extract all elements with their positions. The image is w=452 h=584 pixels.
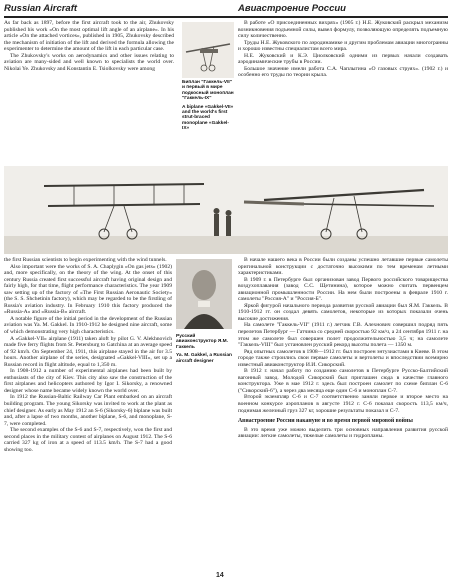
paragraph: Второй экземпляр С-6 и С-7 соответственно заняли первое и второе место на военном конкурсе аэропланов в августе 1912 г. С-6 показал скорость 113,5 км/ч, поднимая железный груз 327 кг, хорошие результаты показал и С-7. (238, 394, 448, 414)
paragraph: Яркой фигурой начального периода развития русской авиации был Я.М. Гаккель. В 1910-1912 гг. он создал девять самолетов, некоторые из которых показали очень высокие достижения. (238, 302, 448, 322)
left-column-top (4, 20, 174, 162)
paragraph: As far back as 1897, before the first aircraft took to the air, Zhukovsky published his work «On the most optimal lift angle of an airplane». In his article «On the attached vortices», published in 1905, Zhukovsky described the mechanism of initiation of the lift and derived the formula allowing the experimenter to determine the amount of the lift in each particular case. (4, 20, 174, 53)
caption-russian: Биплан "Гаккель-VII" и первый в мире подкосный моноплан "Гаккель-IX" (182, 80, 234, 102)
paragraph: the first Russian scientists to begin experimenting with the wind tunnels. (4, 257, 167, 263)
right-column-top (238, 20, 448, 162)
paragraph: In 1912 the Russian-Baltic Railway Car Plant embarked on an aircraft building program. The young Sikorsky was invited to work at the plant as chief designer. As early as May 1912 an S-6 (Sikorsky-6) biplane was built and, after a lapse of two months, another biplane, S-6, and monoplane, S-7, were completed. (4, 394, 172, 427)
paragraph: В начале нашего века в России были созданы успешно летавшие первые самолеты оригинальной конструкции с достаточно высокими по тем временам летными характеристиками. (238, 257, 448, 277)
paragraph: A «Gakkel-VII» airplane (1911) taken aloft by pilot G. V. Alekhnovich made five ferry flights from St. Petersburg to Gatchina at an average speed of 92 km/h. On September 24, 1911, this airplane stayed in the air for 3.5 hours. Another airplane of the series, designated «Gakkel-VIII», set up a Russian record in flight altitude, equal to 1,350 m. (4, 335, 172, 368)
paragraph: В работе «О присоединенных вихрях» (1905 г.) Н.Е. Жуковский раскрыл механизм возникновения подъемной силы, вывел формулу, позволяющую определять подъемную силу количественно. (238, 20, 448, 40)
paragraph: Труды Н.Е. Жуковского по аэродинамике и другим проблемам авиации многогранны и хорошо известны специалистам всего мира. (238, 39, 448, 53)
paragraph: The second examples of the S-6 and S-7, respectively, won the first and second places in the military contest of airplanes on August 1912. The S-6 carried 327 kg of iron at a speed of 113.5 km/h. The S-7 had a good showing too. (4, 427, 172, 453)
paragraph: Also important were the works of S. A. Chaplygin «On gas jets» (1902) and, more specifically, on the theory of the wing. At the onset of this century Russia created first successful aircraft having original design and fairly high, for that time, flight performance characteristics. The year 1909 saw setting up of the factory of «The First Russian Aeronautic Society» (the S. S. Shchetinin factory), which may be regarded to be the firstling of Russia's aviation industry. In February 1910 this factory produced the «Russia-A» and «Russia-B» aircraft. (4, 263, 172, 316)
caption-english: Ya. M. Gakkel, a Russian aircraft designer (176, 353, 232, 364)
paragraph: In 1908-1912 a number of experimental airplanes had been built by enthusiasts of the city of Kiev. This city also saw the construction of the first airplanes and helicopters authored by Igor I. Sikorsky, a renowned designer whose name became widely known the world over. (4, 368, 172, 394)
header-rule (4, 16, 448, 18)
paragraph: A notable figure of the initial period in the development of the Russian aviation was Ya. M. Gakkel. In 1910-1912 he designed nine aircraft, some of which demonstrating very high characteristics. (4, 315, 172, 336)
portrait-photo (176, 259, 232, 329)
paragraph: В это время уже можно выделить три основных направления развития русской авиации: легкие самолеты, тяжелые самолеты и гидропланы. (238, 426, 448, 440)
paragraph: Ряд опытных самолетов в 1908—1912 гг. был построен энтузиастами в Киеве. В этом городе также строились свои первые самолеты и вертолеты и впоследствии всемирно известный авиаконструктор И.И. Сикорский. (238, 348, 448, 368)
paragraph: В 1909 г. в Петербурге был организован завод Первого российского товарищества воздухоплавания (завод С.С. Щетинина), которое можно считать первенцем авиационной промышленности России. На нем были построены в феврале 1910 г. самолеты "Россия-А" и "Россия-Б". (238, 276, 448, 303)
left-column-bottom (4, 257, 172, 567)
aircraft-photo-small (182, 22, 234, 78)
portrait-illustration (176, 259, 232, 329)
aircraft-photo-illustration (4, 166, 448, 254)
caption-russian: Русский авиаконструктор Я.М. Гаккель (176, 334, 228, 350)
paragraph: На самолете "Гаккель-VII" (1911 г.) летчик Г.В. Алехнович совершил подряд пять перелетов Петербург — Гатчина со средней скоростью 92 км/ч, а 24 сентября 1911 г. на этом же самолете был совершен полет продолжительностью 3,5 ч; на самолете "Гаккель-VIII" был установлен русский рекорд высоты полета — 1350 м. (238, 322, 448, 349)
paragraph: Н.Е. Жуковский и К.Э. Циолковский одними из первых начали создавать аэродинамические трубы в России. (238, 52, 448, 66)
running-header-english: Russian Aircraft (4, 3, 78, 14)
caption-monoplane (182, 80, 236, 135)
section-heading: Авиастроение России накануне и во время первой мировой войны (238, 418, 413, 425)
aircraft-photo-large (4, 166, 448, 254)
paragraph: Большое значение имели работа С.А. Чаплыгина «О газовых струях». (1902 г.) и особенно его труды по теории крыла. (238, 65, 448, 79)
paragraph: В 1912 г. начал работу по созданию самолетов в Петербурге Русско-Балтийский вагонный завод. Молодой Сикорский был приглашен сюда в качестве главного конструктора. Уже в мае 1912 г. здесь был построен самолет по схеме биплан С-6 ("Сикорский-6"), а через два месяца еще один С-6 и моноплан С-7. (238, 368, 448, 394)
page-number: 14 (216, 572, 224, 579)
caption-portrait (176, 334, 234, 367)
paragraph: The Zhukovsky's works on aerodynamics and other issues relating to aviation are many-sided and well known to specialists the world over. Nikolai Ye. Zhukovsky and Konstantin E. Tsiolkovsky were among (4, 52, 174, 72)
monoplane-photo-illustration (182, 22, 234, 78)
caption-english: A biplane «Gakkel-VII» and the world's first strut-braced monoplane «Gakkel-IX» (182, 104, 234, 132)
running-header-russian: Авиастроение России (238, 3, 346, 14)
right-column-bottom (238, 257, 448, 577)
